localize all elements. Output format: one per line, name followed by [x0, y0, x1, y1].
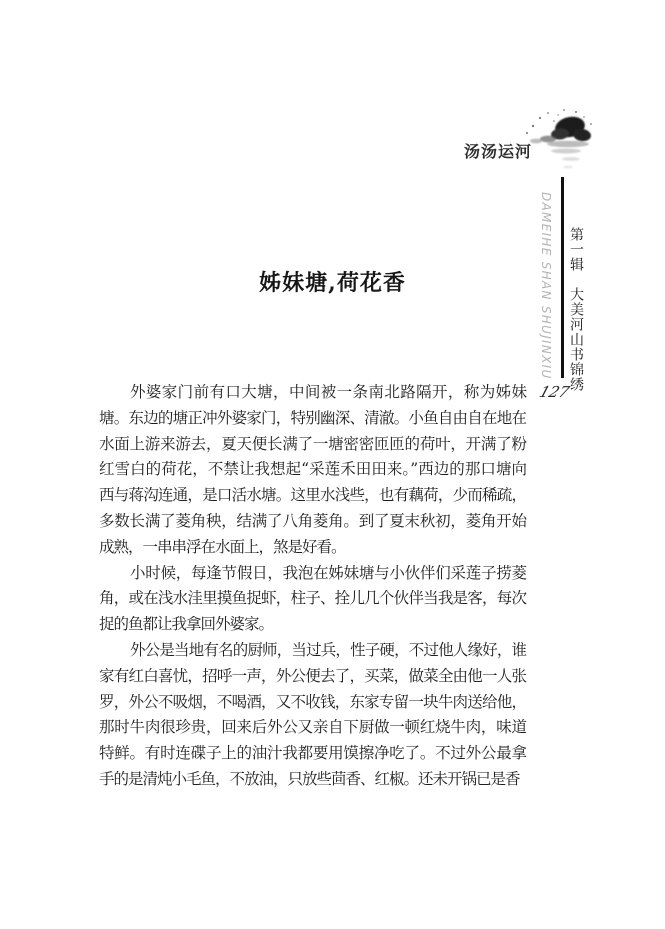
body-line: 特鲜。有时连碟子上的油汁我都要用馍擦净吃了。不过外公最拿	[99, 744, 526, 763]
sidebar-rule	[561, 177, 564, 378]
body-line: 水面上游来游去，夏天便长满了一塘密密匝匝的荷叶，开满了粉	[99, 434, 526, 453]
page-number: 127	[537, 383, 572, 401]
article-title: 姊妹塘,荷花香	[259, 270, 406, 296]
section-header-title: 汤汤运河	[464, 142, 533, 161]
body-line: 那时牛肉很珍贵，回来后外公又亲自下厨做一顿红烧牛肉，味道	[99, 718, 526, 737]
body-line: 罗，外公不吸烟，不喝酒，又不收钱，东家专留一块牛肉送给他，	[99, 692, 526, 711]
body-line: 多数长满了菱角秧，结满了八角菱角。到了夏末秋初，菱角开始	[99, 511, 526, 530]
sidebar-series-label: 第一辑 大美河山书锦绣	[568, 227, 584, 392]
body-line: 小时候，每逢节假日，我泡在姊妹塘与小伙伴们采莲子捞菱	[130, 563, 526, 582]
body-line: 外公是当地有名的厨师，当过兵，性子硬，不过他人缘好，谁	[130, 640, 526, 659]
body-line: 红雪白的荷花，不禁让我想起“采莲禾田田来。”西边的那口塘向	[99, 460, 526, 479]
body-line: 捉的鱼都让我拿回外婆家。	[99, 615, 274, 634]
ink-painting-illustration	[518, 106, 602, 176]
article-body	[99, 380, 526, 793]
body-line: 西与蒋沟连通，是口活水塘。这里水浅些，也有藕荷，少而稀疏，	[99, 486, 526, 505]
sidebar-series-pinyin: DAMEIHE SHAN SHUJINXIU	[539, 192, 553, 380]
ink-wash-landscape-icon	[518, 106, 602, 176]
body-line: 角，或在浅水洼里摸鱼捉虾，柱子、拴儿几个伙伴当我是客，每次	[99, 589, 526, 608]
body-line: 外婆家门前有口大塘，中间被一条南北路隔开，称为姊妹	[130, 383, 526, 401]
body-line: 手的是清炖小毛鱼，不放油，只放些茴香、红椒。还未开锅已是香	[99, 769, 520, 788]
body-line: 家有红白喜忧，招呼一声，外公便去了，买菜，做菜全由他一人张	[99, 666, 526, 685]
body-line: 塘。东边的塘正冲外婆家门，特别幽深、清澈。小鱼自由自在地在	[99, 408, 526, 427]
body-line: 成熟，一串串浮在水面上，煞是好看。	[99, 537, 346, 556]
